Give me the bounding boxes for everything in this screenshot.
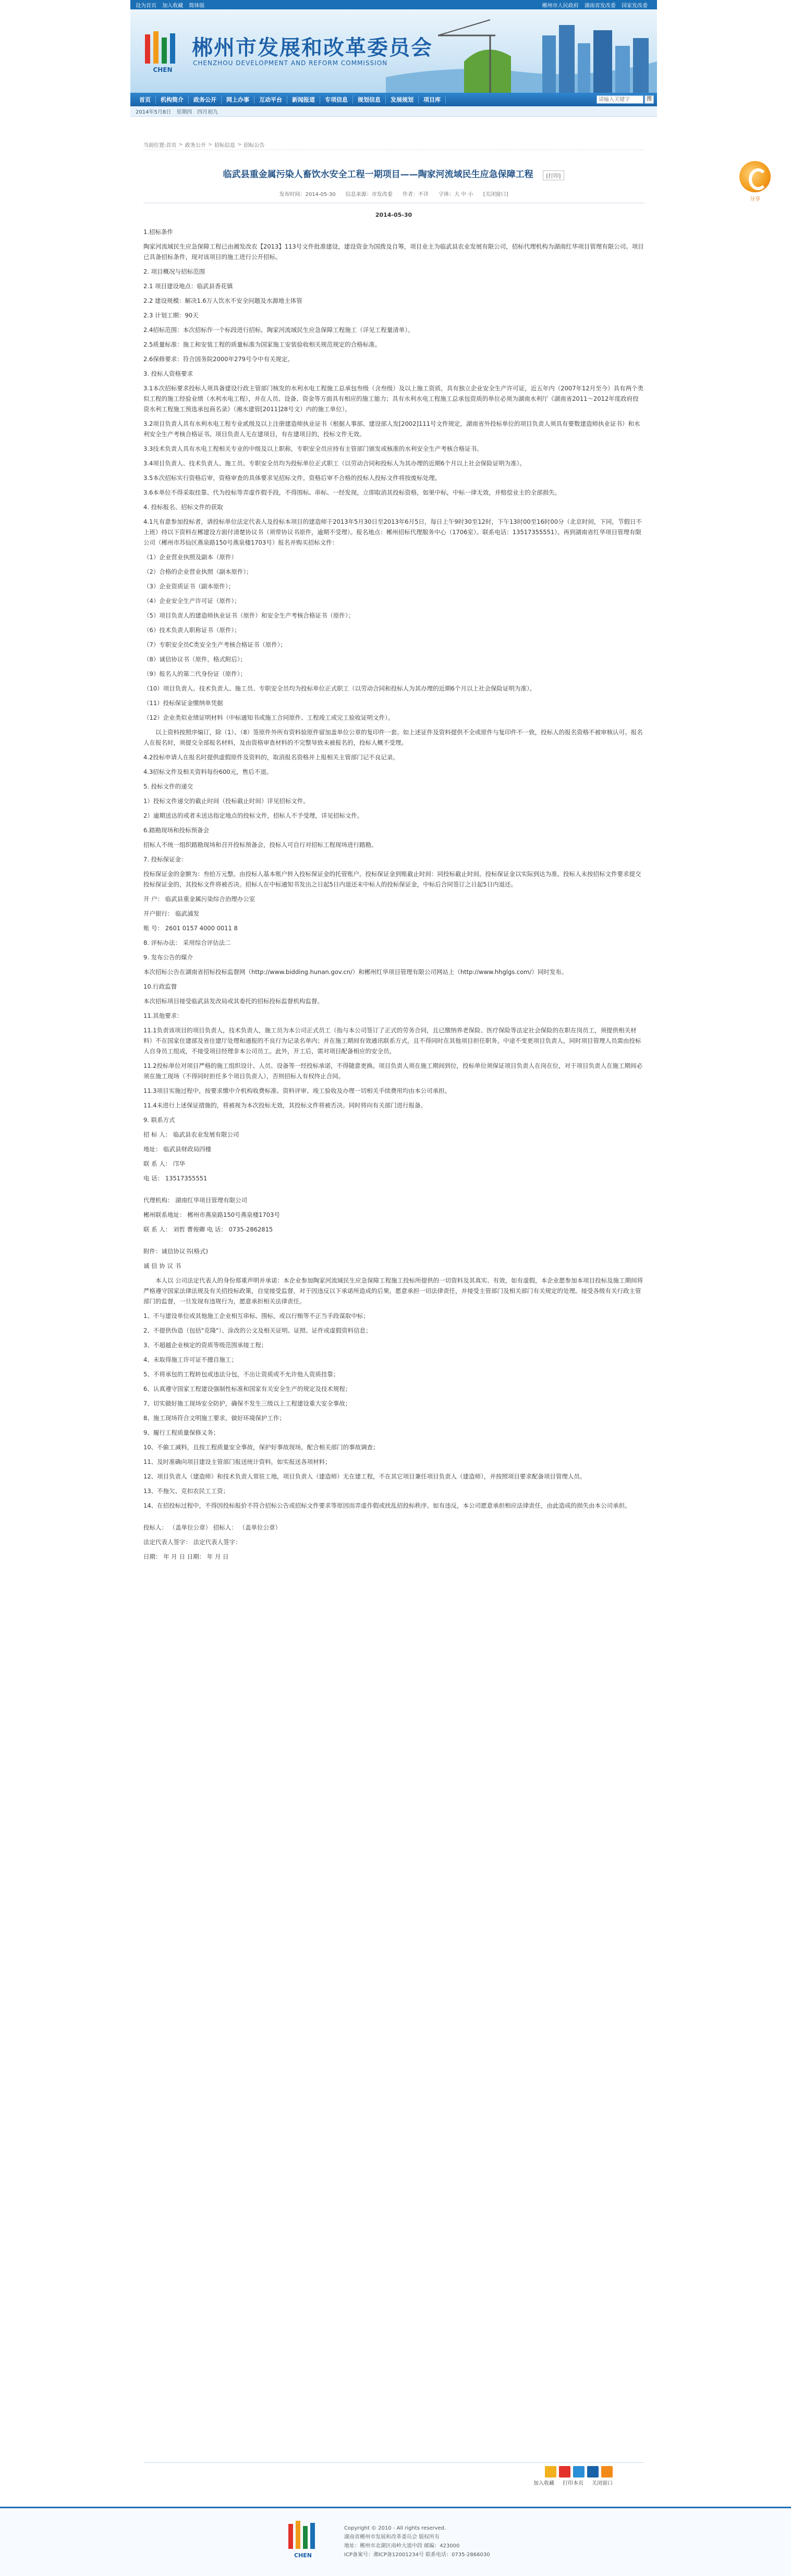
svg-text:CHEN: CHEN	[153, 66, 173, 73]
article-paragraph: （3）企业资质证书（副本原件）；	[143, 583, 235, 590]
article-paragraph: 8. 评标办法： 采用综合评估法二	[143, 939, 231, 946]
floating-share-widget[interactable]	[737, 159, 773, 209]
article-paragraph: 日期： 年 月 日 日期： 年 月 日	[143, 1553, 229, 1560]
logo-mark-icon	[142, 29, 184, 76]
add-favorite-button[interactable]: 加入收藏	[533, 2481, 554, 2486]
nav-dev-plan[interactable]: 发展规划	[386, 95, 419, 104]
article-paragraph: 10、不偷工减料，且按工程质量安全事故，保护好事故现场，配合相关部门的事故调查；	[143, 1444, 379, 1451]
article-paragraph: 4.3招标文件及相关资料每份600元，售后不退。	[143, 768, 273, 775]
article-paragraph: （6）技术负责人职称证书（原件）；	[143, 626, 240, 634]
article-paragraph: （9）报名人的第二代身份证（原件）；	[143, 670, 247, 677]
toolbar-actions	[533, 2479, 613, 2486]
breadcrumb-label: 当前位置:	[143, 143, 166, 149]
nav-news[interactable]: 新闻报道	[287, 95, 320, 104]
article-paragraph: 2.1 项目建设地点：临武县香花镇	[143, 282, 233, 290]
paragraph-gap	[143, 1515, 644, 1522]
footer-address: 地址：郴州市北湖区南岭大道中段 邮编：423000	[344, 2543, 460, 2549]
breadcrumb	[143, 140, 644, 150]
article-paragraph: 招标人不统一组织踏勘现场和召开投标预备会，投标人可自行对招标工程现场进行踏勘。	[143, 841, 378, 848]
article-paragraph: 3.4项目负责人、技术负责人、施工员、专职安全员均为投标单位正式职工（以劳动合同和投标人为其办理的近期6个月以上社会保险证明为准）。	[143, 460, 526, 467]
top-link-bar	[130, 0, 657, 9]
font-size-switcher[interactable]: 字体：大 中 小	[439, 192, 473, 198]
article-paragraph: 诚 信 协 议 书	[143, 1262, 181, 1269]
article-paragraph: 2、不提供伪造（包括"克隆"）、涂改的公文及相关证明、证照、证件或虚假资料信息；	[143, 1327, 372, 1334]
article-paragraph: 2.3 计划工期：90天	[143, 312, 199, 319]
article-paragraph: 郴州联系地址： 郴州市燕泉路150号燕泉楼1703号	[143, 1211, 280, 1218]
search-button[interactable]: 搜	[644, 95, 654, 104]
paragraph-gap	[143, 1188, 644, 1195]
article-paragraph: 投标人： （盖单位公章） 招标人： （盖单位公章）	[143, 1524, 281, 1531]
article-paragraph: 11、及时准确向项目建设主管部门报送统计资料，如实报送各项材料；	[143, 1458, 331, 1465]
lunar-date: 四月初九	[197, 109, 218, 115]
article-paragraph: 代理机构： 湖南红华项目管理有限公司	[143, 1197, 248, 1204]
current-weekday: 星期四	[176, 109, 192, 115]
top-left-links	[136, 1, 209, 9]
share-logo-icon[interactable]	[739, 161, 771, 192]
article-paragraph: 开 户： 临武县重金属污染综合治理办公室	[143, 895, 255, 903]
nav-gov-affairs[interactable]: 政务公开	[189, 95, 222, 104]
article-paragraph: 11.4未进行上述保证措施的，将被视为本次投标无效，其投标文件将被否决。同时将向有关部门进行报备。	[143, 1102, 427, 1109]
article	[143, 156, 644, 1566]
article-paragraph: 3.2项目负责人具有水利水电工程专业贰级及以上注册建造师执业证书（根据人事部、建设部人发[2002]111号文件规定，湖南省外投标单位的项目负责人须具有要数建造师执业证书）和水利安全生产考核合格证书。项目负责人无在建项目，有在建项目的，投标文件无效。	[143, 420, 640, 438]
search-input[interactable]	[597, 95, 643, 104]
breadcrumb-home[interactable]: 首页	[166, 143, 177, 149]
share-weibo-icon[interactable]	[559, 2466, 570, 2478]
close-window-button[interactable]: 关闭窗口	[592, 2481, 613, 2486]
nav-about[interactable]: 机构简介	[156, 95, 189, 104]
article-date: 2014-05-30	[375, 212, 412, 218]
breadcrumb-bid-notice[interactable]: 招标公告	[244, 143, 265, 149]
article-paragraph: 4.1凡有意参加投标者，请投标单位法定代表人及投标本项目的建造师于2013年5月30日至2013年6月5日，每日上午9时30至12时，下午13时00至16时00分（北京时间，下同，节假日不上班）持以下资料在郴建设方面付清楚协议书（须带协议书原件，逾期不受理）。报名地点：郴州招标代理服务中心（1706室）。联系电话：13517355551）。再到湖南省红华项目管理有限公司（郴州市苏仙区燕泉路150号燕泉楼1703号）报名并购买招标文件：	[143, 518, 642, 546]
article-paragraph: 14、在招投标过程中，不得因投标报价不符合招标公告或招标文件要求等原因而弄虚作假或扰乱招投标秩序。如有违反，本公司愿意承担相应法律责任，由此造成的损失由本公司承担。	[143, 1502, 631, 1509]
article-paragraph: 2. 项目概况与招标范围	[143, 268, 205, 275]
article-paragraph: 以上资料按照序编订，除（1）、（8）签原件外所有资料验原件留加盖单位公章的复印件一套。如上述证件及资料提供不全或原件与复印件不一致，投标人的报名资格不被审核认可。报名人在报名时，须提交全部报名材料，及由资格审查材料的不完整导致未被报名的，投标人概不受理。	[143, 729, 643, 746]
article-paragraph: 11.2投标单位对项目严格的施工组织设计、人员、设备等一经投标承诺，不得随意更换。项目负责人须在施工期间到位，投标单位须保证项目负责人在岗在位，对于项目负责人在施工期间必须在施工现场（不得同时担任多个项目负责人），否则招标人有权终止合同。	[143, 1062, 643, 1080]
share-buttons	[545, 2466, 613, 2478]
footer-icp: ICP备案号：湘ICP备12001234号 联系电话：0735-2866030	[344, 2552, 490, 2558]
province-drc-link[interactable]: 湖南省发改委	[584, 3, 616, 9]
footer	[0, 2507, 791, 2576]
publish-time: 发布时间：2014-05-30	[279, 192, 336, 198]
article-paragraph: 6.踏勘现场和投标预备会	[143, 827, 209, 834]
article-paragraph: 7、切实做好施工现场安全防护，确保不发生三级以上工程建设重大安全事故；	[143, 1400, 351, 1407]
article-title: 临武县重金属污染人畜饮水安全工程一期项目——陶家河流域民生应急保障工程	[223, 169, 533, 180]
article-paragraph: （1）企业营业执照及副本（原件）	[143, 553, 237, 561]
share-qzone-icon[interactable]	[545, 2466, 556, 2478]
article-paragraph: 账 号： 2601 0157 4000 0011 8	[143, 925, 238, 932]
article-paragraph: 10.行政监督	[143, 983, 177, 990]
article-paragraph: 1）投标文件递交的截止时间（投标截止时间）详见招标文件。	[143, 797, 309, 805]
paragraph-gap	[143, 1239, 644, 1246]
article-paragraph: 3.6本单位不得采取挂靠、代为投标等弄虚作假手段，不得围标、串标、一经发现，立即取消其投标资格，如果中标，中标一律无效，并赔偿业主的全部损失。	[143, 489, 561, 496]
footer-owner: 湖南省郴州市发展和改革委员会 版权所有	[344, 2534, 440, 2540]
article-paragraph: 4. 投标报名、招标文件的获取	[143, 503, 223, 511]
simplified-link[interactable]: 简体版	[189, 3, 205, 9]
article-paragraph: 5. 投标文件的递交	[143, 783, 193, 790]
national-drc-link[interactable]: 国家发改委	[622, 3, 648, 9]
article-paragraph: 3.3技术负责人具有水电工程相关专业的中级及以上职称，专职安全员应持有主管部门颁发或核准的水利安全生产考核合格证书。	[143, 445, 483, 452]
article-paragraph: 11.1负责该项目的项目负责人，技术负责人，施工员为本公司正式员工（指与本公司签订了正式的劳务合同，且已缴纳养老保险、医疗保险等法定社会保险的在职在岗员工，须提供相关材料）不在国家住建部及省住建厅处理和通报的不良行为记录名单内；并在施工期间有效通讯联系方式，且不得同时在其他项目担任职务。中途不变更项目负责人，同时项目管理人员需由投标人自身员工组成，不接受项目经理非本公司员工。此外，开工后，需对项目配备相应的安全员。	[143, 1027, 641, 1055]
article-paragraph: 12、项目负责人（建造师）和技术负责人常驻工地，项目负责人（建造师）无在建工程，不在其它项目兼任项目负责人（建造师），并按照项目要求配备项目管理人员。	[143, 1473, 586, 1480]
floating-widget-label: 分享	[750, 196, 760, 202]
city-gov-link[interactable]: 郴州市人民政府	[542, 3, 579, 9]
nav-search	[597, 95, 654, 104]
article-paragraph: 1、不与建设单位或其他施工企业相互串标、围标，或以行贿等不正当手段谋取中标；	[143, 1312, 369, 1320]
info-source: 信息来源：市发改委	[345, 192, 393, 198]
article-paragraph: 9、履行工程质量保修义务；	[143, 1429, 220, 1436]
article-paragraph: 本人以 公司法定代表人的身份郑重声明并承诺：本企业参加陶家河流域民生应急保障工程施工投标所提供的一切资料及其真实、有效，如有虚假，本企业愿参加本项目投标及施工期间将严格遵守国家法律法规及有关招投标政策，自觉接受监督，对于因违反以下承诺所造成的后果，愿意承担一切法律责任，并接受主管部门及相关部门有关规定的处理。接受各级有关行政主管部门的监督，一旦发现有违规行为，愿意承担相关法律责任。	[143, 1277, 643, 1305]
article-paragraph: 11.3项目实施过程中，按要求缴中介机构收费标准、资料评审、竣工验收及办理一切相关手续费用均由本公司承担。	[143, 1087, 451, 1094]
article-paragraph: （4）企业安全生产许可证（原件）；	[143, 597, 240, 605]
breadcrumb-bid-info[interactable]: 招标信息	[214, 143, 236, 149]
author: 作者：不详	[402, 192, 429, 198]
nav-project-db[interactable]: 项目库	[419, 95, 446, 104]
article-paragraph: 1.招标条件	[143, 228, 173, 236]
article-paragraph: 7. 投标保证金：	[143, 856, 187, 863]
current-date: 2014年5月8日	[136, 109, 172, 115]
share-more-icon[interactable]	[601, 2466, 613, 2478]
article-paragraph: （8）诚信协议书（原件，格式附后）；	[143, 656, 247, 663]
header-banner	[130, 9, 657, 93]
article-paragraph: 2）逾期送达的或者未送达指定地点的投标文件，招标人不予受理，详见招标文件。	[143, 812, 363, 819]
article-paragraph: （7）专职安全员C类安全生产考核合格证书（原件）；	[143, 641, 287, 648]
article-paragraph: 9. 发布公告的媒介	[143, 954, 193, 961]
article-paragraph: 陶家河流域民生应急保障工程已由湘发改农【2013】113号文件批准建设，建设资金为国拨及自筹，项目业主为临武县农业发展有限公司，招标代理机构为湖南红华项目管理有限公司。项目已具备招标条件，现对该项目的施工进行公开招标。	[143, 243, 644, 261]
article-paragraph: 2.2 建设规模：解决1.6万人饮水不安全问题及水源地主体管	[143, 297, 302, 304]
article-paragraph: 3.1本次招标要求投标人须具备建设行政主管部门核发的水利水电工程施工总承包叁级（含叁级）及以上施工资质，具有独立企业安全生产许可证，近五年内（2007年12月至今）具有两个类似工程的施工经验业绩（水利水电工程），并在人员、设备、资金等方面具有相应的施工能力；具有水利水电工程施工总承包资质的单位必须为湖南水利厅《湖南省2011～2012年度政府投资水利工程施工预选承包商名录》（湘水建管[2011]28号文）内的施工单位）。	[143, 385, 644, 413]
article-paragraph: 2.5质量标准：施工和安装工程的质量标准为国家施工安装验收相关规范规定的合格标准。	[143, 341, 381, 348]
share-renren-icon[interactable]	[587, 2466, 599, 2478]
article-paragraph: 2.6保修要求：符合国务院2000年279号令中有关规定。	[143, 355, 294, 363]
article-paragraph: 2.4招标范围：本次招标作一个标段进行招标，陶家河流域民生应急保障工程施工（详见工程量清单）。	[143, 326, 414, 334]
article-paragraph: 本次招标项目接受临武县发改局或其委托的招标投标监督机构监督。	[143, 997, 323, 1005]
add-favorite-link[interactable]: 加入收藏	[162, 3, 184, 9]
article-body	[143, 227, 644, 1562]
nav-interaction[interactable]: 互动平台	[254, 95, 287, 104]
article-paragraph: 5、不将承包的工程转包或违法分包，不出让资质或不允许他人资质挂靠；	[143, 1371, 339, 1378]
article-paragraph: 13、不拖欠、克扣农民工工资；	[143, 1487, 229, 1495]
site-subtitle: CHENZHOU DEVELOPMENT AND REFORM COMMISSION	[193, 59, 388, 67]
article-paragraph: （5）项目负责人的建造师执业证书（原件）和安全生产考核合格证书（原件）；	[143, 612, 355, 619]
article-paragraph: 3. 投标人资格要求	[143, 370, 193, 377]
article-paragraph: 电 话： 13517355551	[143, 1175, 208, 1182]
article-paragraph: 3.5本次招标实行资格后审，资格审查的具体要求见招标文件。资格后审不合格的投标人投标文件将按废标处理。	[143, 474, 441, 482]
breadcrumb-separator: >	[178, 142, 183, 147]
article-paragraph: 3、不超越企业核定的资质等级范围承接工程；	[143, 1341, 267, 1349]
footer-copyright: Copyright © 2010 - All rights reserved.	[344, 2525, 446, 2531]
article-toolbar	[143, 2462, 644, 2487]
article-paragraph: 联 系 人： 邝华	[143, 1160, 185, 1167]
breadcrumb-separator: >	[208, 142, 213, 147]
breadcrumb-gov-affairs[interactable]: 政务公开	[185, 143, 206, 149]
article-paragraph: （10）项目负责人、技术负责人、施工员、专职安全员均为投标单位正式职工（以劳动合同和投标人为其办理的近期6个月以上社会保险证明为准）。	[143, 685, 536, 692]
footer-logo-icon	[284, 2520, 326, 2561]
article-paragraph: 投标保证金的金额为：叁拾万元整。由投标人基本账户转入投标保证金的托管账户。投标保证金到账截止时间：同投标截止时间。投标保证金以实际到达为准。投标人未按招标文件要求提交投标保证金的，其投标文件将被否决。招标人在中标通知书发出之日起5日内退还未中标人的投标保证金，中标后合同签订之日起5日内退还。	[143, 870, 641, 888]
article-paragraph: 地址： 临武县财政局四楼	[143, 1145, 212, 1153]
article-paragraph: 6、认真遵守国家工程建设强制性标准和国家有关安全生产的规定及技术规程；	[143, 1385, 351, 1392]
main-nav	[130, 93, 657, 106]
close-window-link[interactable]: [关闭窗口]	[483, 192, 508, 198]
article-paragraph: 本次招标公告在湖南省招标投标监督网（http://www.bidding.hunan.gov.cn/）和郴州红华项目管理有限公司网站上（http://www.hhglgs.com/）同时发布。	[143, 968, 568, 976]
article-paragraph: （2）合格的企业营业执照（副本原件）；	[143, 568, 252, 575]
article-paragraph: 11.其他要求：	[143, 1012, 183, 1019]
print-page-button[interactable]: 打印本页	[563, 2481, 583, 2486]
nav-home[interactable]: 首页	[135, 95, 156, 104]
article-paragraph: 法定代表人签字： 法定代表人签字：	[143, 1538, 241, 1546]
breadcrumb-separator: >	[237, 142, 242, 147]
article-paragraph: 附件：诚信协议书(格式)	[143, 1248, 208, 1255]
nav-planning-info[interactable]: 规划信息	[353, 95, 386, 104]
svg-text:CHEN: CHEN	[294, 2552, 312, 2559]
article-paragraph: 开户银行： 临武浦发	[143, 910, 200, 917]
print-button[interactable]: [打印]	[543, 170, 565, 180]
article-title-row	[143, 156, 644, 180]
article-paragraph: （12）企业类似业绩证明材料（中标通知书或施工合同原件、工程竣工或完工验收证明文件）。	[143, 714, 394, 721]
article-paragraph: 8、施工现场符合文明施工要求，做好环境保护工作；	[143, 1414, 285, 1422]
article-paragraph: （11）投标保证金缴纳单凭据	[143, 699, 223, 707]
top-right-links	[542, 1, 652, 9]
article-paragraph: 招 标 人： 临武县农业发展有限公司	[143, 1131, 239, 1138]
date-bar	[130, 106, 657, 117]
skyline-illustration-icon	[386, 15, 657, 93]
nav-online-service[interactable]: 网上办事	[222, 95, 254, 104]
nav-special-info[interactable]: 专项信息	[320, 95, 353, 104]
article-meta	[143, 190, 644, 203]
footer-info	[344, 2524, 490, 2559]
set-homepage-link[interactable]: 设为首页	[136, 3, 156, 9]
article-paragraph: 联 系 人： 刘哲 曹俊卿 电 话： 0735-2862815	[143, 1226, 273, 1233]
article-paragraph: 4.2投标申请人在报名时提供虚假原件及资料的，取消报名资格并上报相关主管部门记不良记录。	[143, 754, 399, 761]
article-paragraph: 4、未取得施工许可证不擅自施工；	[143, 1356, 237, 1363]
site-title: 郴州市发展和改革委员会	[192, 35, 433, 60]
article-paragraph: 9. 联系方式	[143, 1116, 175, 1124]
share-tencent-icon[interactable]	[573, 2466, 585, 2478]
